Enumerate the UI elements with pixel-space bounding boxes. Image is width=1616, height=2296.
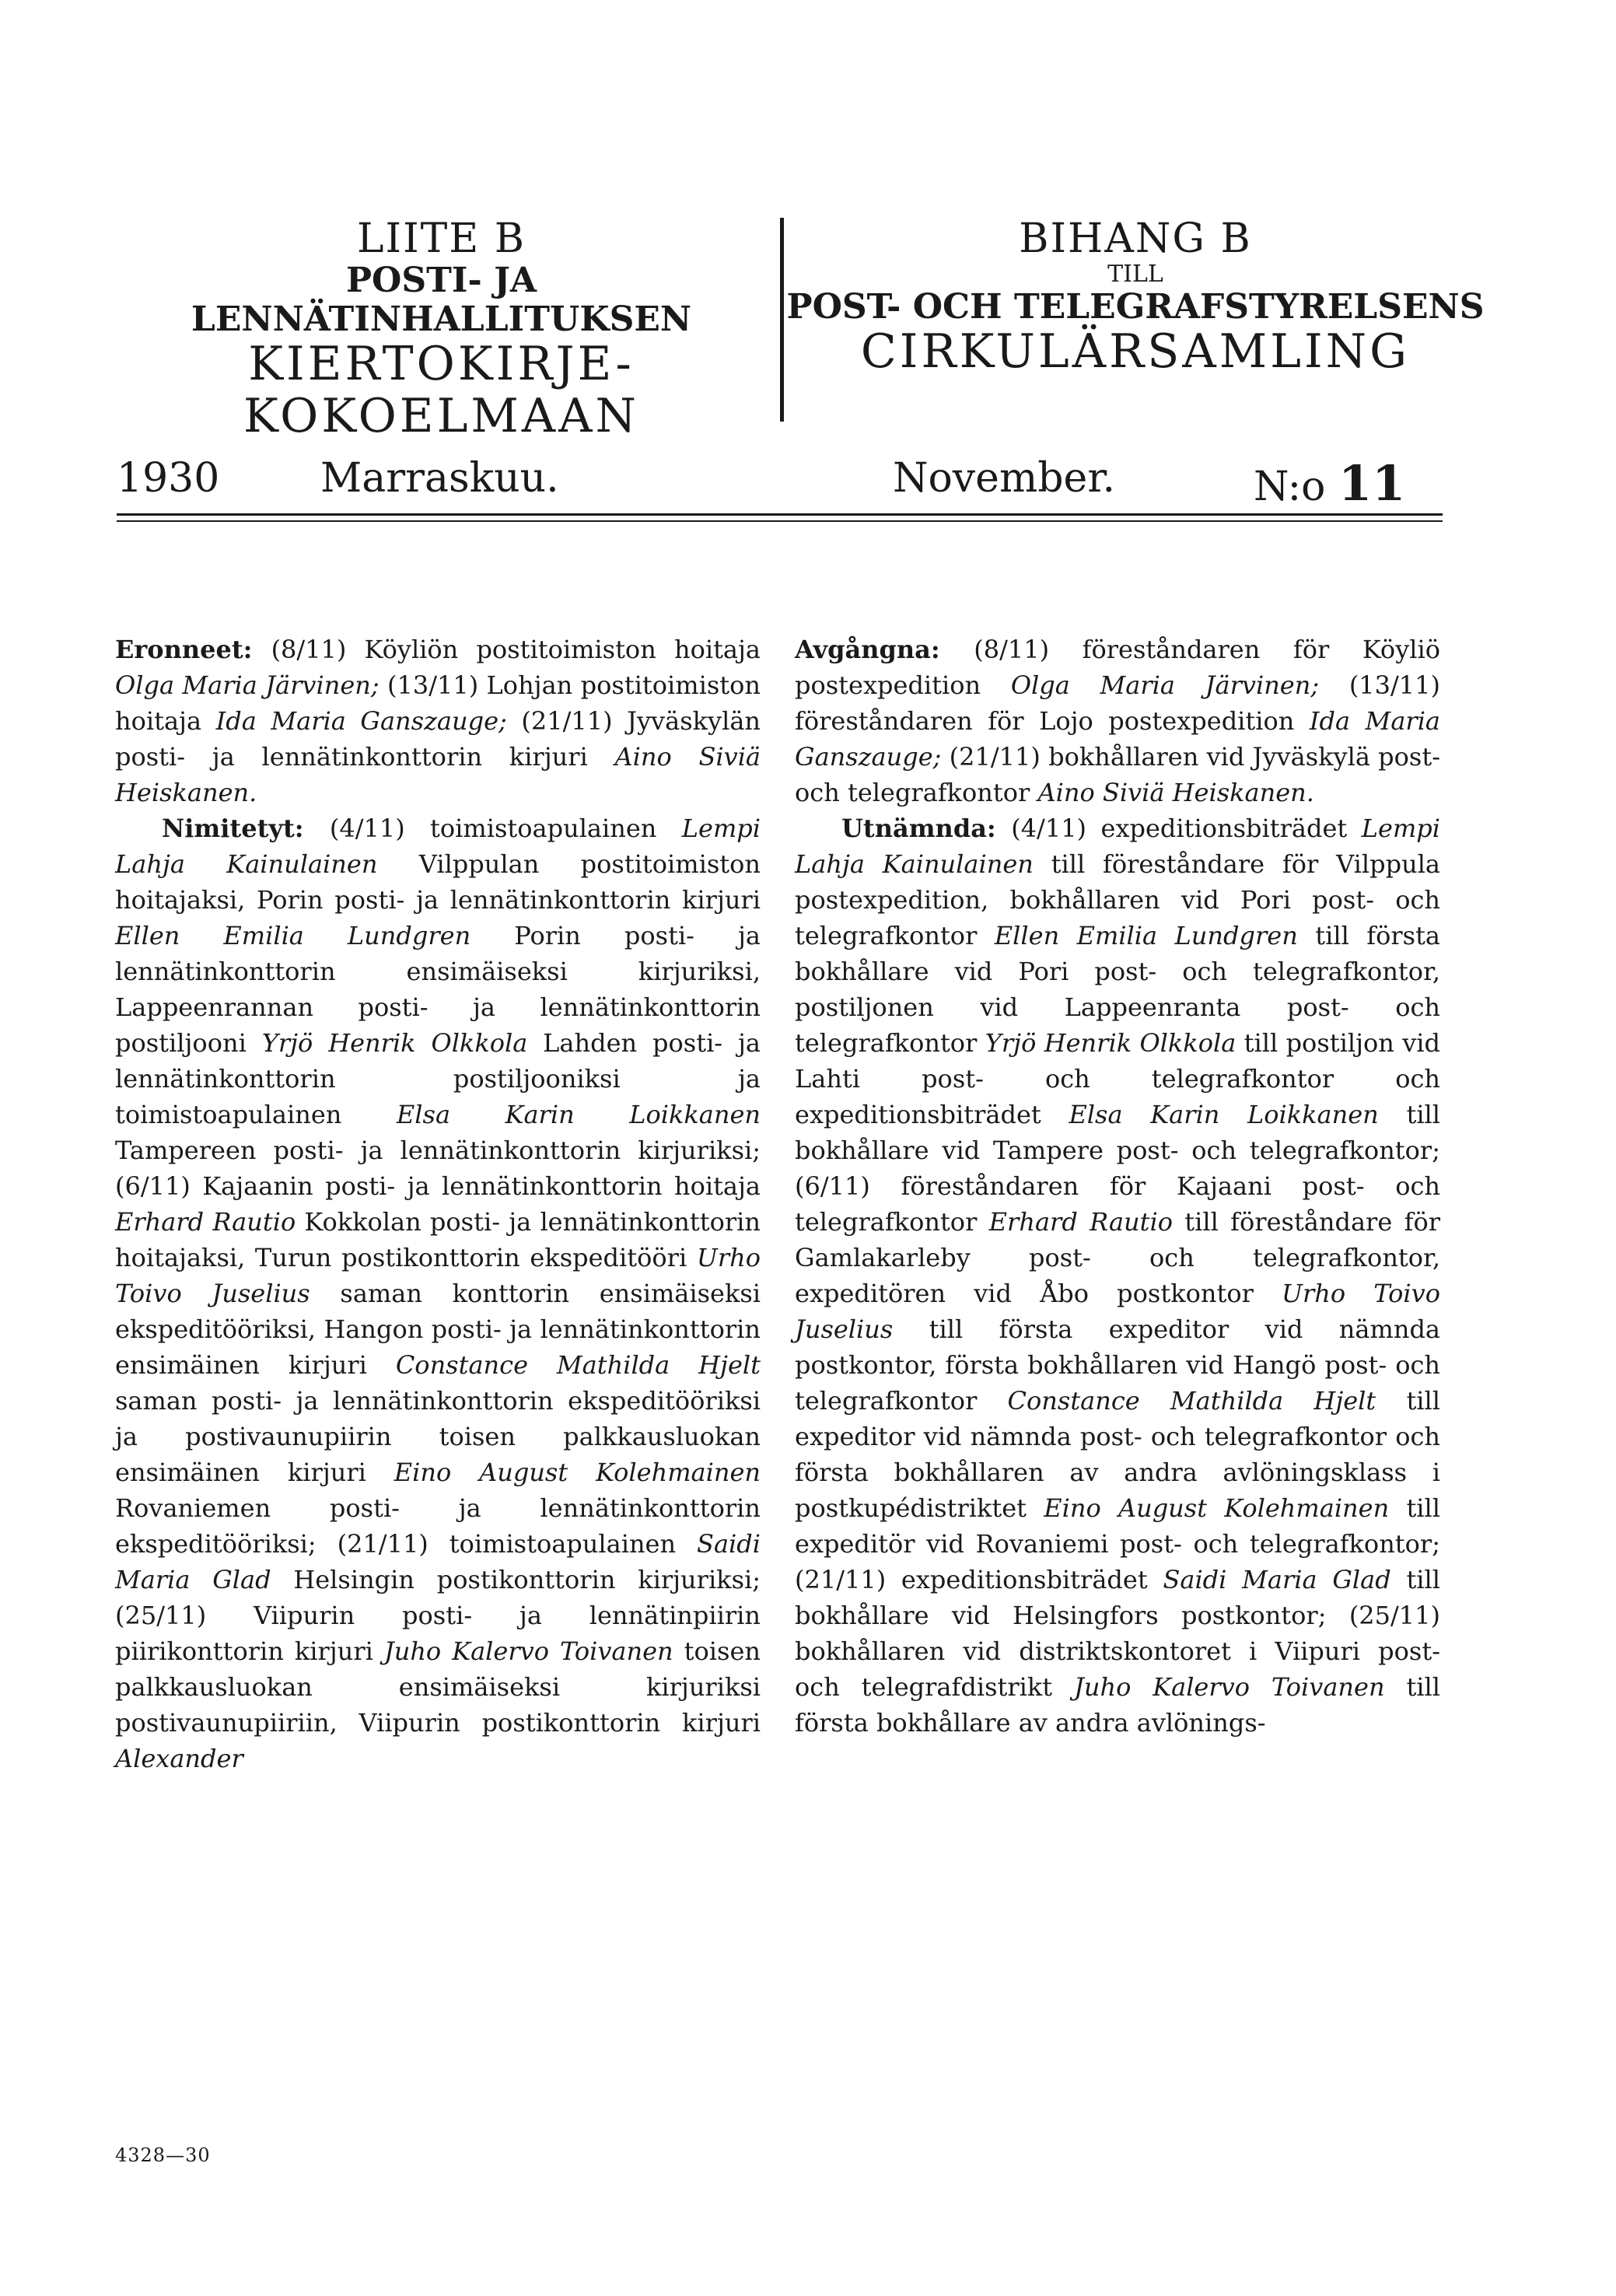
text-run: (8/11) föreståndaren för Köyliö postexpedition xyxy=(795,635,1441,700)
header-sv-line4: CIRKULÄRSAMLING xyxy=(860,324,1411,380)
person-name: Ida Maria Ganszauge; xyxy=(795,706,1441,772)
text-run: (21/11) Jyväskylän posti- ja lennätinkonttorin kirjuri xyxy=(115,706,761,772)
text-run: till bokhållare vid Tampere post- och telegrafkontor; (6/11) föreståndaren för Kajaani post- och telegrafkontor xyxy=(795,1100,1441,1237)
issue-number-value: 11 xyxy=(1338,455,1406,512)
person-name: Eino August Kolehmainen xyxy=(394,1458,761,1487)
person-name: Lempi Lahja Kainulainen xyxy=(115,814,761,879)
person-name: Saidi Maria Glad xyxy=(115,1529,761,1594)
text-run: Lahden posti- ja lennätinkonttorin postiljooniksi ja toimistoapulainen xyxy=(115,1028,761,1129)
header-fi-line4: KOKOELMAAN xyxy=(243,388,640,443)
text-run: Helsingin postikonttorin kirjuriksi; (25/11) Viipurin posti- ja lennätinpiirin piirikonttorin kirjuri xyxy=(115,1565,761,1666)
person-name: Aino Siviä Heiskanen. xyxy=(115,742,761,807)
person-name: Saidi Maria Glad xyxy=(1163,1565,1391,1594)
person-name: Juho Kalervo Toivanen xyxy=(1074,1672,1385,1702)
issue-year: 1930 xyxy=(117,455,220,502)
finnish-column xyxy=(115,632,761,1776)
header-sv-line1: BIHANG B xyxy=(1019,215,1252,262)
person-name: Ida Maria Ganszauge; xyxy=(215,706,507,736)
text-run: till första bokhållare av andra avlönings- xyxy=(795,1672,1441,1738)
text-run: till första expeditor vid nämnda postkontor, första bokhållaren vid Hangö post- och telegrafkontor xyxy=(795,1314,1440,1416)
text-run: (4/11) expeditionsbiträdet xyxy=(1011,814,1362,843)
fi-appointed-paragraph xyxy=(115,810,761,1776)
section-label: Utnämnda: xyxy=(841,814,1012,843)
person-name: Aino Siviä Heiskanen. xyxy=(1037,778,1314,807)
person-name: Lempi Lahja Kainulainen xyxy=(795,814,1441,879)
text-run: till första bokhållare vid Pori post- och telegrafkontor, postiljonen vid Lappeenranta post- och telegrafkontor xyxy=(795,921,1441,1058)
text-run: toisen palkkausluokan ensimäiseksi kirjuriksi postivaunupiiriin, Viipurin postikonttorin kirjuri xyxy=(115,1636,761,1738)
issue-number xyxy=(1254,455,1405,512)
person-name: Eino August Kolehmainen xyxy=(1044,1493,1390,1523)
person-name: Constance Mathilda Hjelt xyxy=(1007,1386,1376,1416)
person-name: Juho Kalervo Toivanen xyxy=(383,1636,673,1666)
text-run: Porin posti- ja lennätinkonttorin ensimäiseksi kirjuriksi, Lappeenrannan posti- ja lennätinkonttorin postiljooni xyxy=(115,921,761,1058)
print-code: 4328—30 xyxy=(115,2144,211,2166)
header-fi-line3: KIERTOKIRJE- xyxy=(248,336,635,391)
section-label: Avgångna: xyxy=(795,635,974,664)
person-name: Ellen Emilia Lundgren xyxy=(115,921,471,950)
person-name: Ellen Emilia Lundgren xyxy=(994,921,1298,950)
text-run: Tampereen posti- ja lennätinkonttorin kirjuriksi; (6/11) Kajaanin posti- ja lennätinkonttorin hoitaja xyxy=(115,1136,761,1201)
text-run: (4/11) toimistoapulainen xyxy=(329,814,682,843)
person-name: Erhard Rautio xyxy=(115,1207,296,1237)
header-sv-line3: POST- OCH TELEGRAFSTYRELSENS xyxy=(786,286,1485,327)
person-name: Alexander xyxy=(115,1744,243,1773)
issue-month-fi: Marraskuu. xyxy=(320,455,559,502)
text-run: till bokhållare vid Helsingfors postkontor; (25/11) bokhållaren vid distriktskontoret i Viipuri post- och telegrafdistrikt xyxy=(795,1565,1441,1702)
text-run: (13/11) föreståndaren för Lojo postexpedition xyxy=(795,670,1440,736)
issue-number-label: N:o xyxy=(1254,464,1326,510)
header-divider xyxy=(780,218,784,422)
text-run: till föreståndare för Gamlakarleby post- och telegrafkontor, expeditören vid Åbo postkontor xyxy=(795,1207,1440,1308)
text-run: saman posti- ja lennätinkonttorin ekspeditööriksi ja postivaunupiirin toisen palkkausluokan ensimäinen kirjuri xyxy=(115,1386,761,1487)
person-name: Erhard Rautio xyxy=(988,1207,1173,1237)
text-run: till föreståndare för Vilppula postexpedition, bokhållaren vid Pori post- och telegrafkontor xyxy=(795,849,1441,950)
person-name: Yrjö Henrik Olkkola xyxy=(261,1028,528,1058)
person-name: Elsa Karin Loikkanen xyxy=(396,1100,761,1129)
person-name: Constance Mathilda Hjelt xyxy=(395,1350,761,1380)
text-run: till expeditör vid Rovaniemi post- och telegrafkontor; (21/11) expeditionsbiträdet xyxy=(795,1493,1440,1594)
person-name: Urho Toivo Juselius xyxy=(795,1279,1441,1344)
fi-resigned-paragraph xyxy=(115,632,761,810)
header-fi-line2: POSTI- JA LENNÄTINHALLITUKSEN xyxy=(191,261,692,339)
sv-appointed-paragraph xyxy=(795,810,1440,1741)
swedish-column xyxy=(795,632,1440,1741)
header-fi-line1: LIITE B xyxy=(357,215,526,262)
person-name: Olga Maria Järvinen; xyxy=(1010,670,1320,700)
header-sv-line2: TILL xyxy=(1107,261,1163,289)
text-run: till expeditor vid nämnda post- och telegrafkontor och första bokhållaren av andra avlöningsklass i postkupédistriktet xyxy=(795,1386,1440,1523)
header-rule-bottom xyxy=(117,520,1443,522)
person-name: Yrjö Henrik Olkkola xyxy=(985,1028,1236,1058)
sv-resigned-paragraph xyxy=(795,632,1440,810)
text-run: Kokkolan posti- ja lennätinkonttorin hoitajaksi, Turun postikonttorin ekspeditööri xyxy=(115,1207,761,1272)
text-run: till postiljon vid Lahti post- och telegrafkontor och expeditionsbiträdet xyxy=(795,1028,1441,1129)
section-label: Eronneet: xyxy=(115,635,271,664)
text-run: Rovaniemen posti- ja lennätinkonttorin ekspeditööriksi; (21/11) toimistoapulainen xyxy=(115,1493,761,1559)
header-rule-top xyxy=(117,513,1443,516)
header-finnish xyxy=(117,216,766,443)
person-name: Elsa Karin Loikkanen xyxy=(1069,1100,1379,1129)
header-swedish xyxy=(785,216,1485,378)
text-run: saman konttorin ensimäiseksi ekspeditööriksi, Hangon posti- ja lennätinkonttorin ensimäinen kirjuri xyxy=(115,1279,761,1380)
issue-month-sv: November. xyxy=(893,455,1115,502)
text-run: Vilppulan postitoimiston hoitajaksi, Porin posti- ja lennätinkonttorin kirjuri xyxy=(115,849,761,915)
section-label: Nimitetyt: xyxy=(162,814,330,843)
person-name: Urho Toivo Juselius xyxy=(115,1243,761,1308)
text-run: (21/11) bokhållaren vid Jyväskylä post- och telegrafkontor xyxy=(795,742,1440,807)
text-run: (8/11) Köyliön postitoimiston hoitaja xyxy=(271,635,761,664)
text-run: (13/11) Lohjan postitoimiston hoitaja xyxy=(115,670,761,736)
person-name: Olga Maria Järvinen; xyxy=(115,670,380,700)
